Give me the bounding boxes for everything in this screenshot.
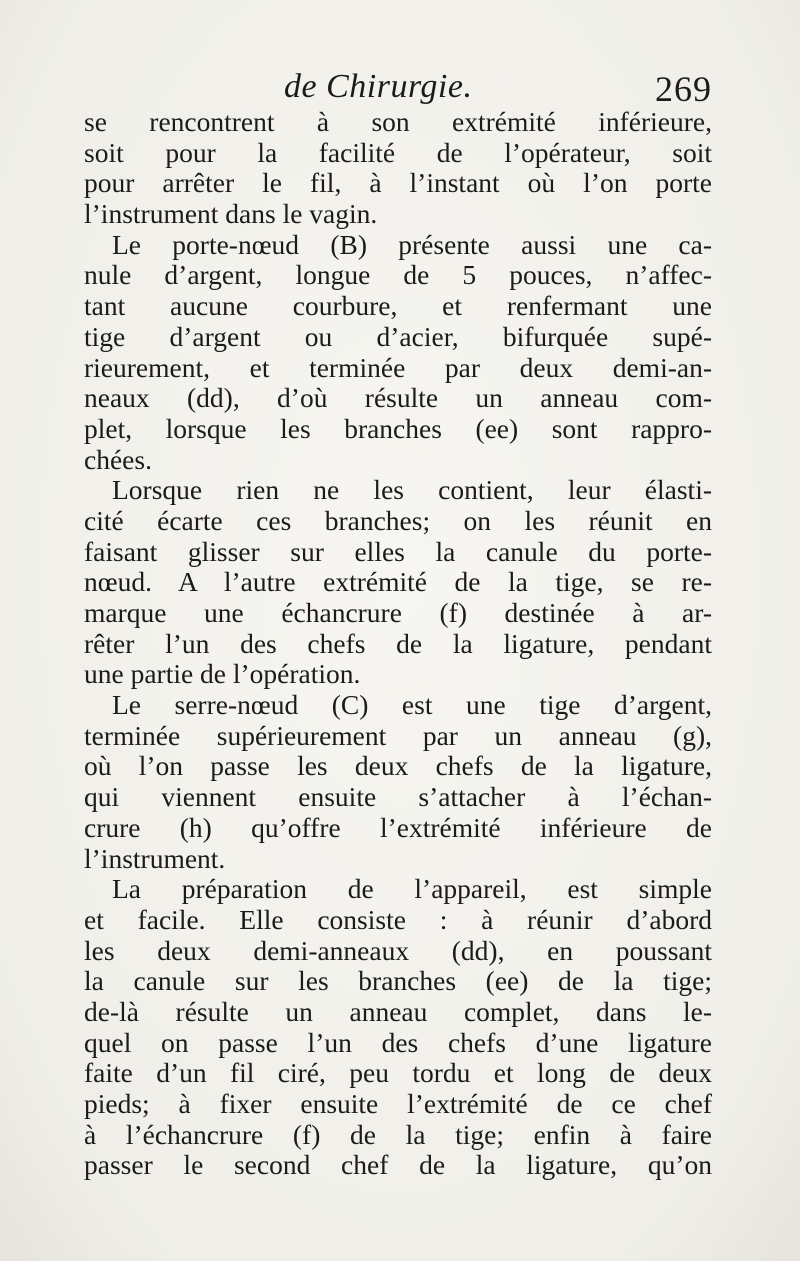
text-line: soit pour la facilité de l’opérateur, soit [84, 136, 712, 168]
text-line: les deux demi-anneaux (dd), en poussant [84, 934, 712, 966]
text-line: Lorsque rien ne les contient, leur élasti- [112, 474, 712, 506]
page-header [84, 66, 712, 109]
text-line: de-là résulte un anneau complet, dans le- [84, 995, 712, 1027]
running-title: de Chirurgie. [284, 68, 473, 105]
text-line: nule d’argent, longue de 5 pouces, n’affec- [84, 259, 712, 291]
text-line: rêter l’un des chefs de la ligature, pendant [84, 627, 712, 659]
text-line: tige d’argent ou d’acier, bifurquée supé- [84, 320, 712, 352]
text-line: terminée supérieurement par un anneau (g), [84, 719, 712, 751]
text-line: cité écarte ces branches; on les réunit en [84, 504, 712, 536]
text-line: l’instrument dans le vagin. [84, 198, 378, 230]
text-line: neaux (dd), d’où résulte un anneau com- [84, 382, 712, 414]
text-line: Le porte-nœud (B) présente aussi une ca- [112, 228, 712, 260]
paragraph [84, 874, 712, 1181]
text-line: une partie de l’opération. [84, 658, 361, 690]
text-line: et facile. Elle consiste : à réunir d’abord [84, 903, 712, 935]
text-line: La préparation de l’appareil, est simple [112, 873, 712, 905]
text-line: chées. [84, 443, 152, 475]
text-line: plet, lorsque les branches (ee) sont rappro- [84, 412, 712, 444]
page-number: 269 [655, 69, 712, 109]
text-line: marque une échancrure (f) destinée à ar- [84, 597, 712, 628]
text-line: tant aucune courbure, et renfermant une [84, 290, 712, 322]
text-line: faisant glisser sur elles la canule du porte- [84, 535, 712, 567]
text-line: à l’échancrure (f) de la tige; enfin à faire [84, 1118, 712, 1150]
text-line: quel on passe l’un des chefs d’une ligature [84, 1026, 712, 1058]
text-line: nœud. A l’autre extrémité de la tige, se re- [84, 566, 712, 598]
text-line: pour arrêter le fil, à l’instant où l’on porte [84, 167, 712, 199]
text-line: se rencontrent à son extrémité inférieure, [84, 106, 712, 137]
text-line: crure (h) qu’offre l’extrémité inférieure de [84, 811, 712, 843]
paragraph [84, 230, 712, 476]
paragraph [84, 475, 712, 690]
text-line: pieds; à fixer ensuite l’extrémité de ce chef [84, 1088, 712, 1119]
text-line: Le serre-nœud (C) est une tige d’argent, [112, 689, 712, 721]
text-line: la canule sur les branches (ee) de la tige; [84, 965, 712, 997]
text-line: passer le second chef de la ligature, qu’on [84, 1149, 712, 1181]
text-line: l’instrument. [84, 842, 226, 874]
paragraph [84, 690, 712, 874]
page-body-text [84, 107, 712, 1181]
text-line: rieurement, et terminée par deux demi-an- [84, 351, 712, 383]
text-line: faite d’un fil ciré, peu tordu et long de deux [84, 1057, 712, 1089]
text-line: où l’on passe les deux chefs de la ligature, [84, 750, 712, 782]
paragraph [84, 107, 712, 230]
text-line: qui viennent ensuite s’attacher à l’échan- [84, 781, 712, 813]
